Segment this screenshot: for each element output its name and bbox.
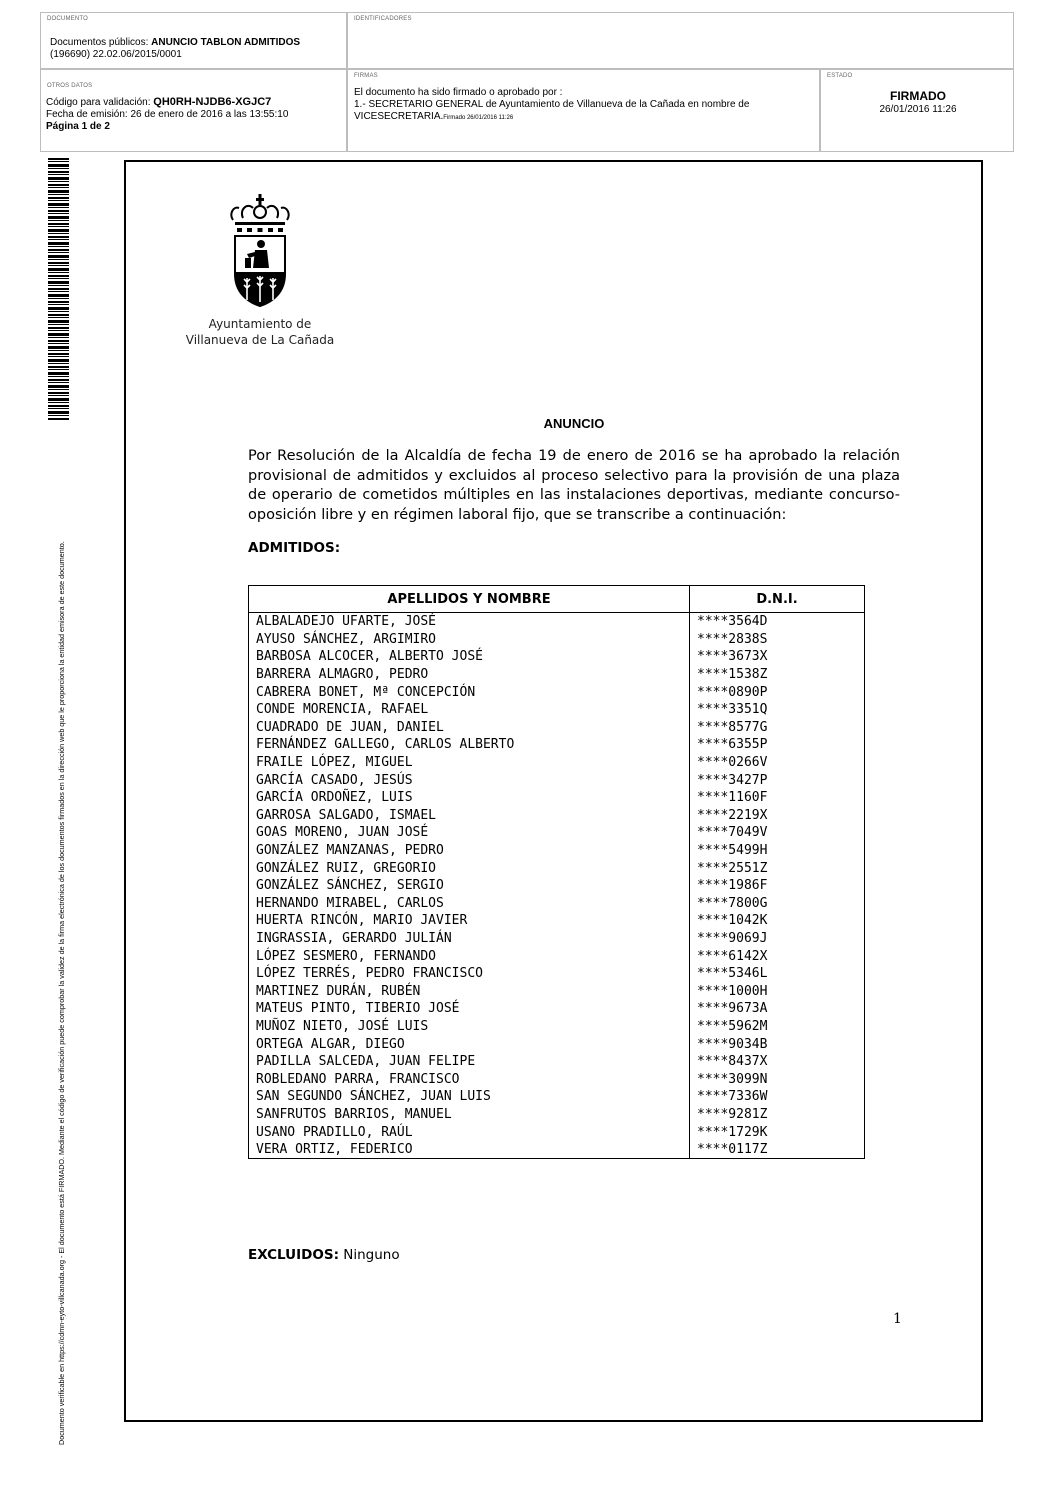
documento-reference: (196690) 22.02.06/2015/0001 (50, 49, 182, 60)
applicant-name: CONDE MORENCIA, RAFAEL (249, 701, 690, 719)
firmas-content (354, 87, 749, 124)
applicant-dni: ****3427P (690, 771, 865, 789)
table-row (249, 754, 865, 772)
applicant-name: LÓPEZ SESMERO, FERNANDO (249, 947, 690, 965)
applicant-name: LÓPEZ TERRÉS, PEDRO FRANCISCO (249, 965, 690, 983)
applicant-dni: ****1000H (690, 982, 865, 1000)
table-row (249, 719, 865, 737)
applicant-name: GONZÁLEZ MANZANAS, PEDRO (249, 842, 690, 860)
applicant-name: USANO PRADILLO, RAÚL (249, 1123, 690, 1141)
applicant-name: SANFRUTOS BARRIOS, MANUEL (249, 1106, 690, 1124)
applicant-name: BARBOSA ALCOCER, ALBERTO JOSÉ (249, 648, 690, 666)
column-header-name: APELLIDOS Y NOMBRE (249, 586, 690, 613)
applicant-dni: ****9281Z (690, 1106, 865, 1124)
table-row (249, 895, 865, 913)
applicant-dni: ****3564D (690, 613, 865, 631)
documento-title (50, 37, 300, 61)
excluidos-value: Ninguno (338, 1247, 400, 1263)
table-row (249, 1106, 865, 1124)
applicant-name: HUERTA RINCÓN, MARIO JAVIER (249, 912, 690, 930)
applicant-dni: ****1042K (690, 912, 865, 930)
applicant-dni: ****1729K (690, 1123, 865, 1141)
applicant-name: AYUSO SÁNCHEZ, ARGIMIRO (249, 631, 690, 649)
document-title: ANUNCIO (543, 416, 605, 431)
applicant-name: GARCÍA CASADO, JESÚS (249, 771, 690, 789)
applicant-name: CUADRADO DE JUAN, DANIEL (249, 719, 690, 737)
table-row (249, 648, 865, 666)
applicant-name: GARROSA SALGADO, ISMAEL (249, 807, 690, 825)
excluidos-line (248, 1247, 400, 1263)
applicant-dni: ****9034B (690, 1035, 865, 1053)
documento-prefix: Documentos públicos: (50, 37, 152, 48)
applicant-dni: ****0266V (690, 754, 865, 772)
header-identificadores-cell (347, 12, 1014, 69)
applicant-dni: ****2838S (690, 631, 865, 649)
applicant-name: GONZÁLEZ RUIZ, GREGORIO (249, 859, 690, 877)
applicant-name: CABRERA BONET, Mª CONCEPCIÓN (249, 683, 690, 701)
header-otros-datos-cell (40, 69, 347, 152)
council-logo (180, 192, 340, 348)
table-row (249, 771, 865, 789)
firmas-line1: El documento ha sido firmado o aprobado por : (354, 87, 563, 98)
applicant-name: HERNANDO MIRABEL, CARLOS (249, 895, 690, 913)
table-row (249, 736, 865, 754)
emission-date: Fecha de emisión: 26 de enero de 2016 a las 13:55:10 (46, 109, 289, 120)
estado-value: FIRMADO (890, 89, 946, 103)
applicant-dni: ****5346L (690, 965, 865, 983)
table-row (249, 842, 865, 860)
table-row (249, 1141, 865, 1159)
excluidos-label: EXCLUIDOS: (248, 1247, 339, 1263)
estado-label: ESTADO (827, 73, 853, 79)
applicant-dni: ****7336W (690, 1088, 865, 1106)
table-row (249, 824, 865, 842)
applicant-name: SAN SEGUNDO SÁNCHEZ, JUAN LUIS (249, 1088, 690, 1106)
admitidos-heading: ADMITIDOS: (248, 540, 341, 556)
applicant-name: MATEUS PINTO, TIBERIO JOSÉ (249, 1000, 690, 1018)
applicant-dni: ****9673A (690, 1000, 865, 1018)
logo-line2: Villanueva de La Cañada (185, 333, 335, 347)
verification-side-note: Documento verificable en https://cdmn-eyto-villcanada.org - El documento está FIRMADO. Mediante el código de verificación puede comprobar la validez de la firma electrónica de los documentos firmados en la dirección web que le proporciona la entidad emisora de este documento. (57, 541, 66, 1445)
applicant-dni: ****7800G (690, 895, 865, 913)
table-row (249, 930, 865, 948)
applicant-dni: ****9069J (690, 930, 865, 948)
applicant-name: ORTEGA ALGAR, DIEGO (249, 1035, 690, 1053)
table-row (249, 1018, 865, 1036)
applicant-dni: ****8437X (690, 1053, 865, 1071)
coat-of-arms-icon (225, 192, 295, 310)
applicant-dni: ****1160F (690, 789, 865, 807)
applicant-name: PADILLA SALCEDA, JUAN FELIPE (249, 1053, 690, 1071)
documento-label: DOCUMENTO (47, 16, 89, 22)
table-row (249, 701, 865, 719)
table-row (249, 982, 865, 1000)
header-estado-cell (820, 69, 1014, 152)
header-documento-cell (40, 12, 347, 69)
table-row (249, 807, 865, 825)
table-row (249, 666, 865, 684)
table-row (249, 631, 865, 649)
applicant-name: BARRERA ALMAGRO, PEDRO (249, 666, 690, 684)
applicant-name: FERNÁNDEZ GALLEGO, CARLOS ALBERTO (249, 736, 690, 754)
applicant-dni: ****0890P (690, 683, 865, 701)
validation-code-label: Código para validación: (46, 97, 154, 108)
applicant-dni: ****8577G (690, 719, 865, 737)
table-row (249, 683, 865, 701)
applicant-dni: ****3673X (690, 648, 865, 666)
firmas-line3: VICESECRETARIA. (354, 111, 444, 122)
column-header-dni: D.N.I. (690, 586, 865, 613)
applicant-dni: ****0117Z (690, 1141, 865, 1159)
applicant-name: FRAILE LÓPEZ, MIGUEL (249, 754, 690, 772)
table-row (249, 859, 865, 877)
otros-datos-content (46, 96, 288, 133)
table-row (249, 1123, 865, 1141)
applicant-name: INGRASSIA, GERARDO JULIÁN (249, 930, 690, 948)
applicant-dni: ****1538Z (690, 666, 865, 684)
table-header-row (249, 586, 865, 613)
table-row (249, 947, 865, 965)
applicant-name: MARTINEZ DURÁN, RUBÉN (249, 982, 690, 1000)
documento-type: ANUNCIO TABLON ADMITIDOS (151, 37, 301, 48)
applicant-dni: ****2219X (690, 807, 865, 825)
applicant-name: GONZÁLEZ SÁNCHEZ, SERGIO (249, 877, 690, 895)
applicant-dni: ****7049V (690, 824, 865, 842)
applicant-dni: ****3099N (690, 1070, 865, 1088)
table-row (249, 877, 865, 895)
table-row (249, 912, 865, 930)
table-row (249, 613, 865, 631)
page-count: Página 1 de 2 (46, 121, 110, 132)
applicant-dni: ****1986F (690, 877, 865, 895)
applicant-name: GOAS MORENO, JUAN JOSÉ (249, 824, 690, 842)
table-row (249, 1000, 865, 1018)
logo-line1: Ayuntamiento de (208, 317, 312, 331)
admitted-table (248, 585, 865, 1159)
table-row (249, 1070, 865, 1088)
applicant-dni: ****6142X (690, 947, 865, 965)
applicant-name: ALBALADEJO UFARTE, JOSÉ (249, 613, 690, 631)
applicant-dni: ****6355P (690, 736, 865, 754)
applicant-name: VERA ORTIZ, FEDERICO (249, 1141, 690, 1159)
table-row (249, 965, 865, 983)
applicant-dni: ****2551Z (690, 859, 865, 877)
estado-date: 26/01/2016 11:26 (879, 104, 957, 115)
applicant-dni: ****5499H (690, 842, 865, 860)
table-row (249, 1035, 865, 1053)
validation-code[interactable]: QH0RH-NJDB6-XGJC7 (153, 96, 272, 108)
firmas-label: FIRMAS (354, 73, 378, 79)
applicant-name: GARCÍA ORDOÑEZ, LUIS (249, 789, 690, 807)
logo-caption (180, 316, 340, 348)
table-row (249, 1088, 865, 1106)
applicant-name: MUÑOZ NIETO, JOSÉ LUIS (249, 1018, 690, 1036)
identificadores-label: IDENTIFICADORES (354, 16, 412, 22)
page-number: 1 (893, 1311, 902, 1327)
otros-datos-label: OTROS DATOS (47, 83, 93, 89)
intro-paragraph: Por Resolución de la Alcaldía de fecha 19 de enero de 2016 se ha aprobado la relación provisional de admitidos y excluidos al proceso selectivo para la provisión de una plaza de operario de cometidos múltiples en las instalaciones deportivas, mediante concurso-oposición libre y en régimen laboral fijo, que se transcribe a continuación: (248, 448, 900, 523)
applicant-name: ROBLEDANO PARRA, FRANCISCO (249, 1070, 690, 1088)
firmas-line2: 1.- SECRETARIO GENERAL de Ayuntamiento de Villanueva de la Cañada en nombre de (354, 99, 750, 110)
admitted-table-body (249, 613, 865, 1159)
table-row (249, 789, 865, 807)
firmas-signed-date: Firmado 26/01/2016 11:26 (443, 115, 514, 121)
applicant-dni: ****5962M (690, 1018, 865, 1036)
applicant-dni: ****3351Q (690, 701, 865, 719)
table-row (249, 1053, 865, 1071)
barcode (48, 158, 69, 420)
header-firmas-cell (347, 69, 820, 152)
